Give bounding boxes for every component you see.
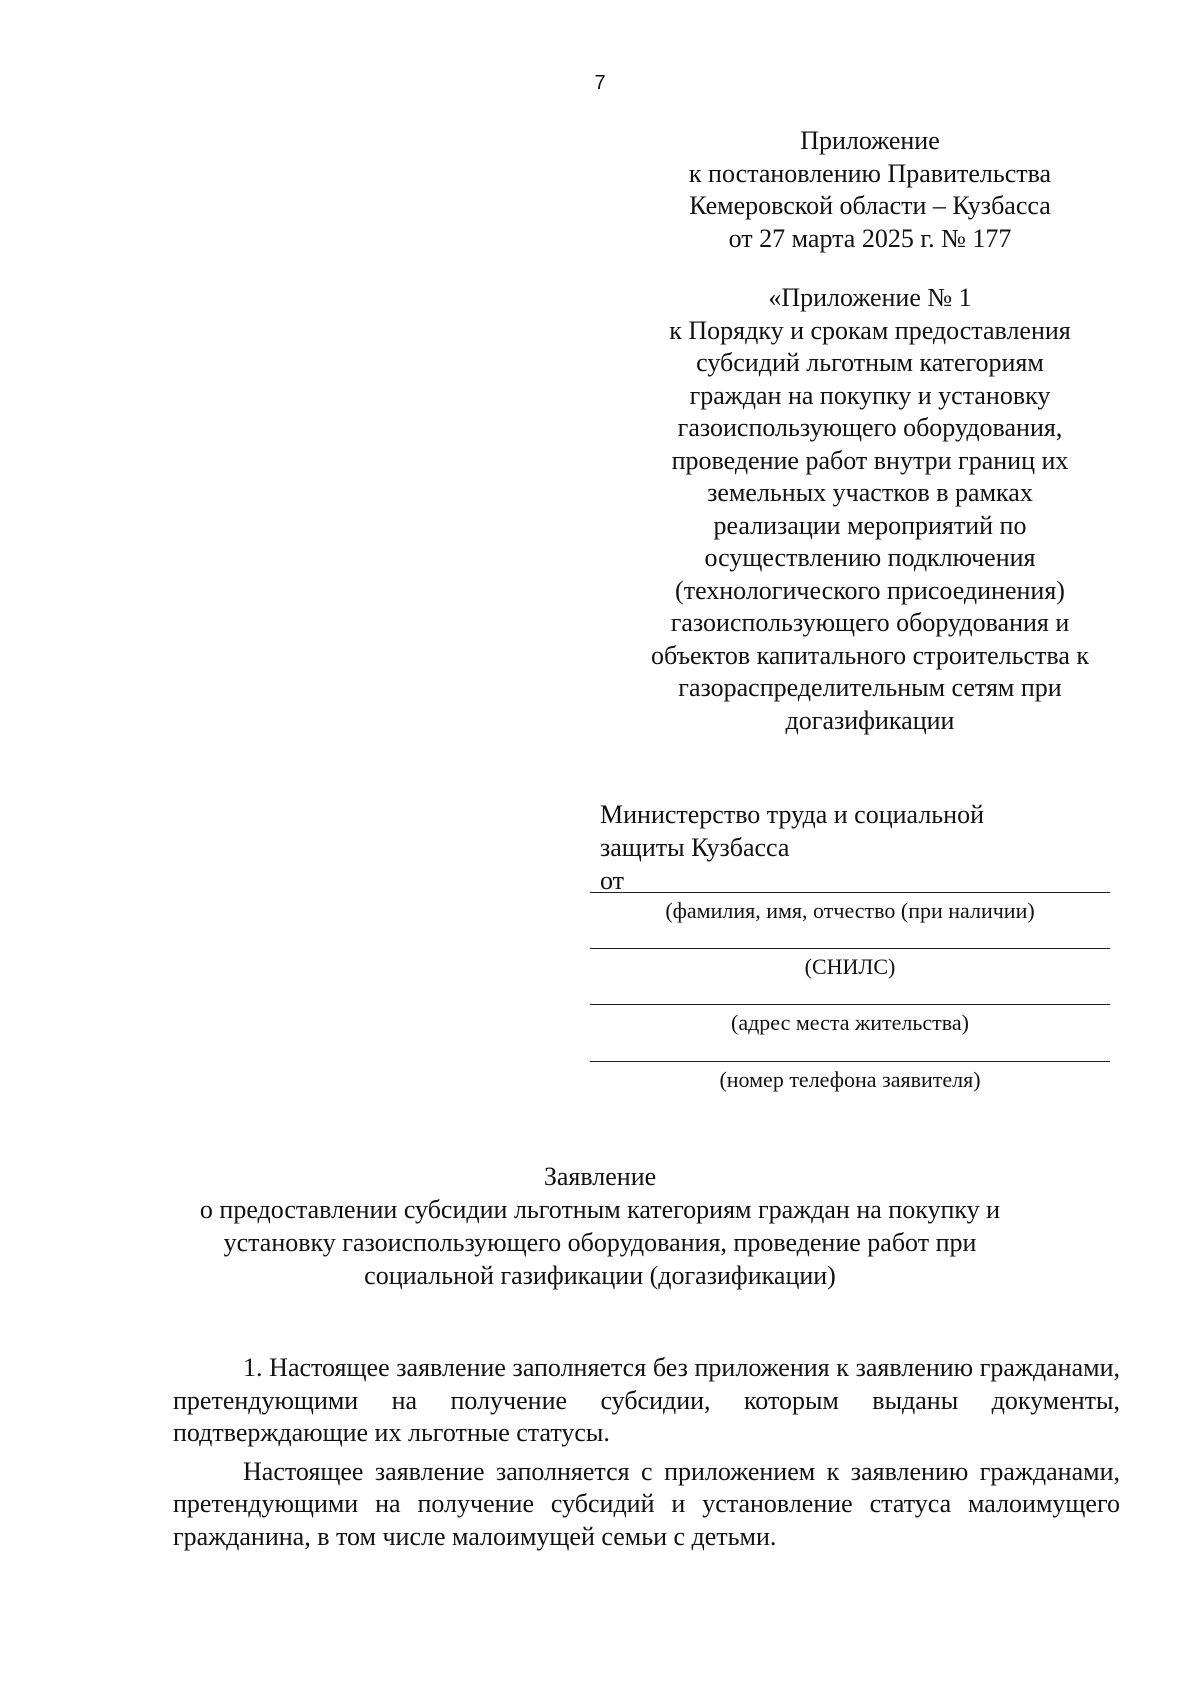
body-text [173,1352,1120,1553]
annex-header-line: газоиспользующего оборудования и [670,608,1070,637]
decree-header-line: Приложение [800,126,940,155]
paragraph: 1. Настоящее заявление заполняется без приложения к заявлению гражданами, претендующими на получение субсидии, которым выданы документы, подтверждающие их льготные статусы. [173,1353,1120,1447]
decree-header [620,125,1120,255]
address-line [590,1004,1110,1005]
phone-field [590,1061,1110,1101]
annex-header-line: граждан на покупку и установку [689,380,1051,410]
decree-header-line: Кемеровской области – Кузбасса [689,191,1051,220]
title-subtitle-line: социальной газификации (догазификации) [364,1261,836,1290]
full-name-line [590,892,1110,893]
address-caption: (адрес места жительства) [731,1010,969,1035]
address-field [590,1004,1110,1044]
annex-header-line: проведение работ внутри границ их [671,445,1069,475]
phone-caption: (номер телефона заявителя) [719,1067,981,1092]
document-title [140,1160,1060,1292]
annex-header-line: «Приложение № 1 [768,283,972,312]
full-name-caption: (фамилия, имя, отчество (при наличии) [665,898,1035,923]
annex-header-line: догазификации [785,705,955,735]
phone-line [590,1061,1110,1062]
annex-header-line: к Порядку и срокам предоставления [669,315,1071,345]
full-name-field [590,892,1110,932]
snils-line [590,948,1110,949]
annex-header-line: осуществлению подключения [704,543,1036,572]
page-number: 7 [594,72,606,94]
from-label: от [600,866,625,895]
annex-header-line: газоиспользующего оборудования, [677,413,1063,442]
annex-header-line: реализации мероприятий по [713,510,1027,540]
annex-header-line: земельных участков в рамках [707,478,1033,507]
title-subtitle-line: о предоставлении субсидии льготным категориям граждан на покупку и [199,1195,1001,1224]
recipient-line: защиты Кузбасса [600,833,790,862]
recipient-line: Министерство труда и социальной [600,800,984,829]
annex-header-line: объектов капитального строительства к [650,640,1089,670]
recipient-block [600,798,984,897]
title-heading: Заявление [543,1162,657,1191]
snils-caption: (СНИЛС) [804,954,896,979]
paragraph: Настоящее заявление заполняется с приложением к заявлению гражданами, претендующими на получение субсидий и установление статуса малоимущего гражданина, в том числе малоимущей семьи с детьми. [173,1456,1120,1551]
annex-header-line: (технологического присоединения) [675,575,1065,605]
decree-header-line: к постановлению Правительства [688,158,1052,188]
annex-header [600,282,1140,737]
annex-header-line: газораспределительным сетям при [678,673,1062,702]
title-subtitle-line: установку газоиспользующего оборудования, проведение работ при [223,1228,977,1257]
decree-header-line: от 27 марта 2025 г. № 177 [728,223,1012,253]
annex-header-line: субсидий льготным категориям [696,348,1044,377]
snils-field [590,948,1110,988]
